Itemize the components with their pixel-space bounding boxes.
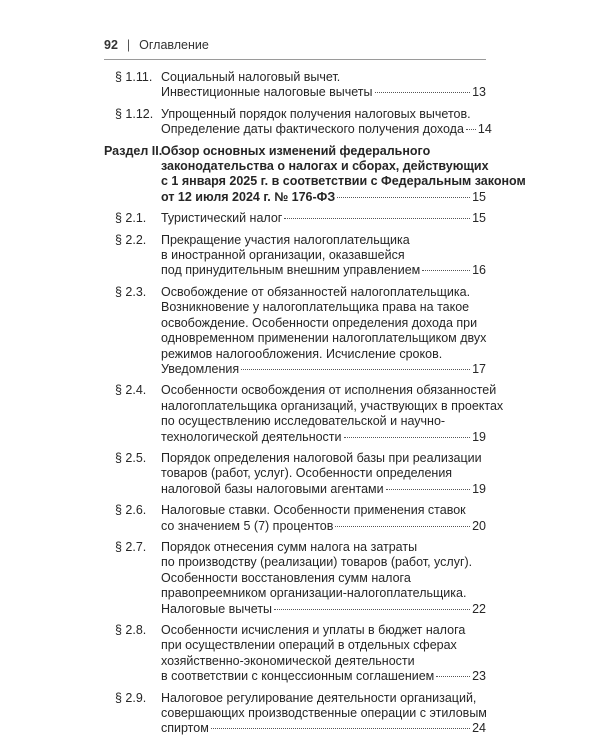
toc-title-line: Особенности исчисления и уплаты в бюджет налога bbox=[161, 623, 466, 637]
toc-title-text: Уведомления bbox=[161, 361, 240, 376]
toc-title-line: товаров (работ, услуг). Особенности определения bbox=[161, 466, 453, 481]
toc-title-line bbox=[161, 211, 486, 226]
toc-title-text: Туристический налог bbox=[161, 211, 283, 226]
toc-page-number: 17 bbox=[472, 361, 486, 376]
toc-title-text: Налоговые вычеты bbox=[161, 601, 273, 616]
toc-title-line bbox=[161, 362, 486, 377]
running-title: Оглавление bbox=[139, 38, 209, 52]
toc-section-number: § 2.9. bbox=[115, 690, 147, 705]
toc-title-line: Порядок отнесения сумм налога на затраты bbox=[161, 539, 418, 554]
toc-title-line bbox=[161, 263, 486, 278]
toc-entry-title bbox=[161, 106, 492, 138]
toc-title-line: по осуществлению исследовательской и научно- bbox=[161, 414, 446, 429]
toc-title-line bbox=[161, 482, 486, 497]
dot-leader bbox=[375, 92, 471, 93]
toc-title-text: в соответствии с концессионным соглашением bbox=[161, 669, 435, 684]
toc-title-text: под принудительным внешним управлением bbox=[161, 263, 421, 278]
dot-leader bbox=[466, 129, 476, 130]
toc-title-line: хозяйственно-экономической деятельности bbox=[161, 653, 415, 668]
toc-title-line: налогоплательщика организаций, участвующих в проектах bbox=[161, 398, 504, 413]
header-separator: | bbox=[126, 38, 131, 52]
dot-leader bbox=[386, 489, 470, 490]
toc-page-number: 20 bbox=[472, 518, 486, 533]
running-header bbox=[104, 38, 209, 52]
toc-title-line: Упрощенный порядок получения налоговых вычетов. bbox=[161, 106, 471, 121]
dot-leader bbox=[422, 270, 470, 271]
toc-entry-title bbox=[161, 285, 486, 377]
toc-title-line: правопреемником организации-налогоплательщика. bbox=[161, 586, 467, 601]
toc-entry-title bbox=[161, 143, 526, 206]
toc-page-number: 23 bbox=[472, 669, 486, 684]
toc-title-line: законодательства о налогах и сборах, действующих bbox=[161, 159, 489, 174]
toc-entry[interactable] bbox=[0, 623, 600, 685]
toc-entry-title bbox=[161, 451, 486, 497]
toc-section-number: § 1.11. bbox=[115, 70, 153, 84]
toc-page-number: 15 bbox=[472, 211, 486, 226]
toc-title-line bbox=[161, 602, 486, 617]
toc-page-number: 14 bbox=[477, 122, 492, 137]
toc-entry[interactable] bbox=[0, 451, 600, 497]
toc-entry[interactable] bbox=[0, 107, 600, 138]
toc-title-text: от 12 июля 2024 г. № 176-ФЗ bbox=[161, 189, 336, 204]
toc-title-line: Прекращение участия налогоплательщика bbox=[161, 232, 410, 247]
dot-leader bbox=[241, 369, 470, 370]
dot-leader bbox=[337, 197, 470, 198]
toc-section-number: § 1.12. bbox=[115, 106, 154, 121]
toc-title-line bbox=[161, 721, 486, 736]
toc-page-number: 16 bbox=[472, 263, 486, 278]
toc-title-text: технологической деятельности bbox=[161, 429, 342, 444]
dot-leader bbox=[436, 676, 470, 677]
page-number: 92 bbox=[104, 38, 118, 52]
dot-leader bbox=[284, 218, 470, 219]
toc-title-line bbox=[161, 85, 486, 100]
toc-entry[interactable] bbox=[0, 383, 600, 445]
toc-title-text: спиртом bbox=[161, 721, 209, 736]
toc-title-line bbox=[161, 430, 486, 445]
toc-title-text: Инвестиционные налоговые вычеты bbox=[161, 85, 373, 100]
toc-entry[interactable] bbox=[0, 540, 600, 617]
toc-entry-title bbox=[161, 540, 486, 617]
toc-title-line: освобождение. Особенности определения дохода при bbox=[161, 315, 478, 330]
toc-section-number: § 2.3. bbox=[115, 284, 147, 299]
table-of-contents bbox=[0, 70, 600, 743]
toc-section-number: § 2.4. bbox=[115, 383, 147, 398]
toc-entry-title bbox=[161, 233, 486, 279]
toc-entry-title bbox=[161, 383, 504, 445]
toc-title-line: режимов налогообложения. Исчисление сроков. bbox=[161, 346, 443, 361]
toc-page-number: 19 bbox=[472, 429, 486, 444]
toc-section-number: § 2.8. bbox=[115, 623, 147, 637]
toc-title-text: Определение даты фактического получения дохода bbox=[161, 122, 464, 137]
toc-page-number: 24 bbox=[472, 721, 486, 736]
toc-section-number: § 2.5. bbox=[115, 450, 147, 465]
dot-leader bbox=[344, 437, 471, 438]
toc-page-number: 15 bbox=[472, 189, 486, 204]
dot-leader bbox=[274, 609, 470, 610]
toc-entry-title bbox=[161, 623, 486, 685]
toc-section-number: § 2.7. bbox=[115, 539, 147, 554]
toc-entry[interactable] bbox=[0, 503, 600, 534]
toc-title-line: Налоговые ставки. Особенности применения ставок bbox=[161, 503, 466, 518]
toc-title-line: Обзор основных изменений федерального bbox=[161, 143, 431, 158]
toc-title-line: Порядок определения налоговой базы при реализации bbox=[161, 450, 482, 465]
toc-entry[interactable] bbox=[0, 691, 600, 737]
toc-entry-title bbox=[161, 211, 486, 226]
toc-title-line: совершающих производственные операции с этиловым bbox=[161, 706, 487, 721]
toc-entry-title bbox=[161, 503, 486, 534]
toc-entry[interactable] bbox=[0, 70, 600, 101]
toc-title-text: налоговой базы налоговыми агентами bbox=[161, 481, 384, 496]
toc-section-number: § 2.1. bbox=[115, 211, 147, 226]
toc-title-line: с 1 января 2025 г. в соответствии с Федеральным законом bbox=[161, 174, 526, 189]
toc-section-number: § 2.6. bbox=[115, 503, 147, 518]
toc-title-line bbox=[161, 122, 492, 137]
toc-entry-title bbox=[161, 691, 486, 737]
toc-page-number: 22 bbox=[472, 601, 486, 616]
toc-entry-title bbox=[161, 70, 486, 101]
toc-part-entry[interactable] bbox=[0, 144, 600, 206]
toc-title-line: Налоговое регулирование деятельности организаций, bbox=[161, 690, 477, 705]
toc-title-line bbox=[161, 519, 486, 534]
toc-entry[interactable] bbox=[0, 285, 600, 377]
toc-title-line: при осуществлении операций в отдельных сферах bbox=[161, 638, 457, 653]
toc-entry[interactable] bbox=[0, 211, 600, 226]
toc-title-line: Возникновение у налогоплательщика права на такое bbox=[161, 300, 470, 315]
toc-page-number: 13 bbox=[472, 85, 486, 100]
toc-title-line bbox=[161, 669, 486, 684]
header-rule bbox=[104, 59, 486, 60]
dot-leader bbox=[335, 526, 470, 527]
toc-title-line bbox=[161, 190, 486, 205]
toc-title-line: в иностранной организации, оказавшейся bbox=[161, 248, 405, 263]
toc-title-line: Социальный налоговый вычет. bbox=[161, 70, 341, 84]
toc-title-line: по производству (реализации) товаров (работ, услуг). bbox=[161, 555, 473, 570]
toc-title-line: Освобождение от обязанностей налогоплательщика. bbox=[161, 284, 471, 299]
toc-section-number: Раздел II. bbox=[104, 143, 163, 158]
toc-title-line: Особенности освобождения от исполнения обязанностей bbox=[161, 383, 497, 398]
toc-title-line: Особенности восстановления сумм налога bbox=[161, 570, 411, 585]
toc-title-text: со значением 5 (7) процентов bbox=[161, 518, 334, 533]
toc-page-number: 19 bbox=[472, 481, 486, 496]
toc-section-number: § 2.2. bbox=[115, 232, 147, 247]
dot-leader bbox=[211, 728, 470, 729]
toc-title-line: одновременном применении налогоплательщиком двух bbox=[161, 331, 487, 346]
toc-entry[interactable] bbox=[0, 233, 600, 279]
